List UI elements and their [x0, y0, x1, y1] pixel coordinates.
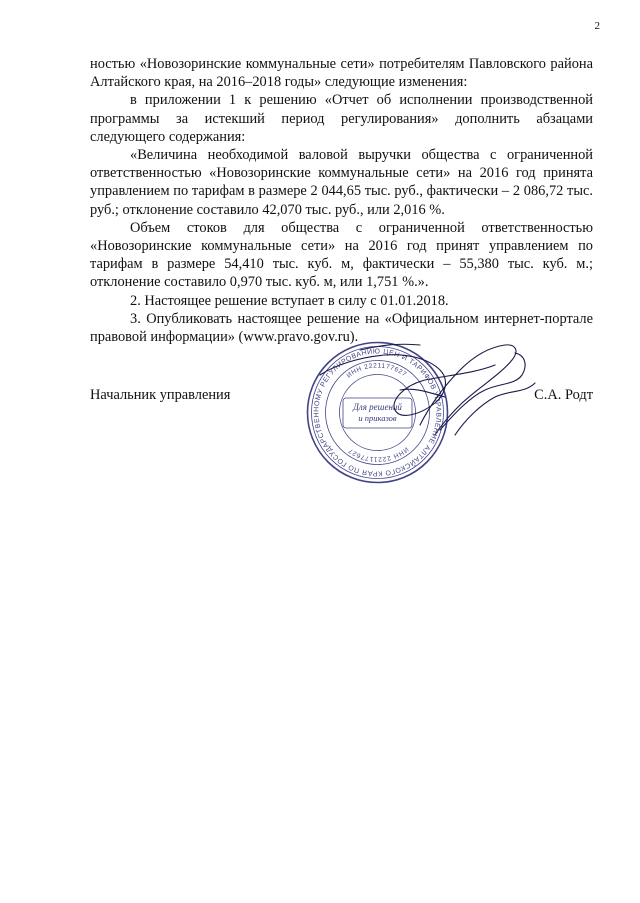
paragraph-wastewater: Объем стоков для общества с ограниченной ответственностью «Новозоринские коммунальные сети» на 2016 год принят управлением по тарифам в размере 54,410 тыс. куб. м, фактически – 55,380 тыс. куб. м.; отклонение составило 0,970 тыс. куб. м, или 1,751 %.». — [90, 219, 593, 291]
paragraph-revenue: «Величина необходимой валовой выручки общества с ограниченной ответственностью «Новозоринские коммунальные сети» на 2016 год принята управлением по тарифам в размере 2 044,65 тыс. руб., фактически – 2 086,72 тыс. руб.; отклонение составило 42,070 тыс. руб., или 2,016 %. — [90, 147, 593, 218]
stamp-center-line2: и приказов — [358, 413, 397, 423]
stamp-inn-text: ИНН 2221177627 — [347, 445, 410, 463]
stamp-center-line1: Для решений — [353, 402, 402, 412]
paragraph-appendix-change: в приложении 1 к решению «Отчет об исполнении производственной программы за истекший период регулирования» дополнить абзацами следующего содержания: — [90, 92, 593, 145]
signatory-position: Начальник управления — [90, 387, 231, 403]
document-body — [90, 55, 593, 346]
stamp-inn-text-lower: ИНН 2221177627 — [345, 362, 408, 380]
handwritten-signature — [300, 335, 540, 450]
page-number: 2 — [594, 20, 600, 32]
stamp-outer-text: УПРАВЛЕНИЕ АЛТАЙСКОГО КРАЯ ПО ГОСУДАРСТВЕННОМУ РЕГУЛИРОВАНИЮ ЦЕН И ТАРИФОВ — [313, 348, 442, 477]
paragraph-continuation: ностью «Новозоринские коммунальные сети» потребителям Павловского района Алтайского края, на 2016–2018 годы» следующие изменения: — [90, 56, 593, 91]
signatory-name: С.А. Родт — [534, 387, 593, 403]
paragraph-effective-date: 2. Настоящее решение вступает в силу с 01.01.2018. — [130, 292, 449, 309]
paragraph-publication: 3. Опубликовать настоящее решение на «Официальном интернет-портале правовой информации» (www.pravo.gov.ru). — [90, 310, 593, 346]
